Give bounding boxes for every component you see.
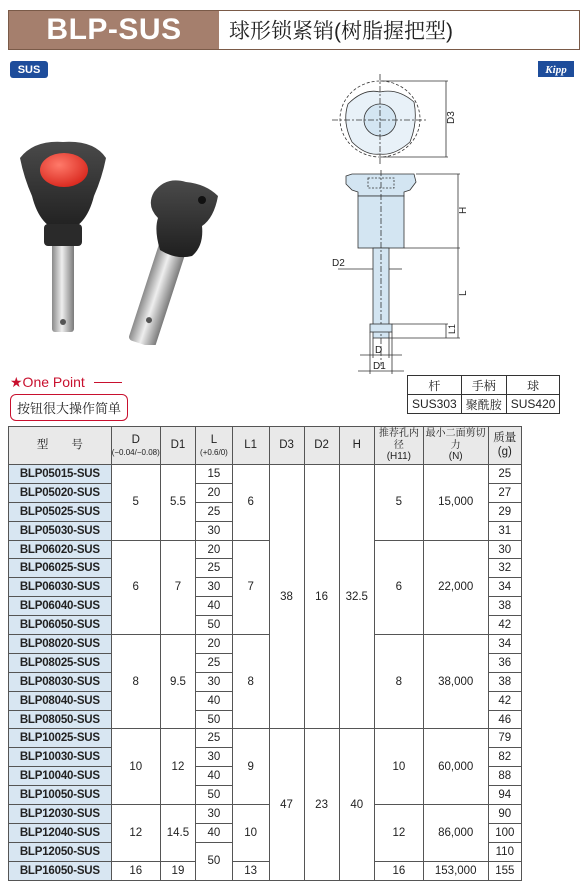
table-cell: 16	[111, 861, 160, 880]
table-cell: 30	[196, 805, 233, 824]
material-header-handle: 手柄	[461, 376, 506, 395]
table-cell: 5.5	[160, 465, 195, 541]
model-cell: BLP08025-SUS	[9, 653, 112, 672]
table-cell: 8	[374, 635, 423, 729]
col-model: 型 号	[9, 427, 112, 465]
label-l1: L1	[447, 323, 457, 334]
dimension-drawing	[318, 66, 488, 376]
col-l: L (+0.6/0)	[196, 427, 233, 465]
table-cell: 79	[488, 729, 521, 748]
table-row	[9, 861, 522, 880]
model-cell: BLP05025-SUS	[9, 502, 112, 521]
table-cell: 31	[488, 521, 521, 540]
table-cell: 23	[304, 729, 339, 880]
table-cell: 22,000	[423, 540, 488, 634]
table-cell: 12	[111, 805, 160, 862]
table-cell: 25	[196, 729, 233, 748]
label-d3: D3	[446, 111, 457, 124]
col-d3: D3	[269, 427, 304, 465]
table-cell: 14.5	[160, 805, 195, 862]
material-rod: SUS303	[408, 395, 462, 414]
table-cell: 34	[488, 635, 521, 654]
material-table	[407, 375, 560, 414]
one-point-title: ★One Point	[10, 374, 85, 390]
divider	[94, 382, 122, 383]
table-cell: 15,000	[423, 465, 488, 541]
label-l: L	[458, 290, 469, 296]
table-cell: 8	[232, 635, 269, 729]
model-cell: BLP10030-SUS	[9, 748, 112, 767]
table-cell: 100	[488, 823, 521, 842]
label-d2: D2	[332, 258, 345, 269]
table-cell: 5	[111, 465, 160, 541]
table-cell: 16	[374, 861, 423, 880]
col-d1: D1	[160, 427, 195, 465]
table-cell: 32	[488, 559, 521, 578]
spec-table	[8, 426, 522, 881]
label-d: D	[375, 345, 383, 356]
model-cell: BLP06030-SUS	[9, 578, 112, 597]
table-cell: 36	[488, 653, 521, 672]
table-cell: 6	[111, 540, 160, 634]
table-cell: 25	[488, 465, 521, 484]
table-cell: 12	[160, 729, 195, 805]
table-cell: 46	[488, 710, 521, 729]
table-cell: 60,000	[423, 729, 488, 805]
col-shear: 最小二面剪切力 (N)	[423, 427, 488, 465]
model-cell: BLP08020-SUS	[9, 635, 112, 654]
col-h: H	[339, 427, 374, 465]
product-photo	[6, 100, 236, 345]
table-cell: 50	[196, 842, 233, 880]
table-cell: 16	[304, 465, 339, 729]
model-cell: BLP12040-SUS	[9, 823, 112, 842]
table-cell: 13	[232, 861, 269, 880]
table-cell: 50	[196, 710, 233, 729]
table-cell: 40	[196, 597, 233, 616]
table-cell: 94	[488, 786, 521, 805]
table-cell: 32.5	[339, 465, 374, 729]
table-cell: 155	[488, 861, 521, 880]
table-cell: 30	[196, 578, 233, 597]
label-h: H	[458, 206, 469, 214]
col-l1: L1	[232, 427, 269, 465]
model-cell: BLP05020-SUS	[9, 483, 112, 502]
col-d: D (−0.04/−0.08)	[111, 427, 160, 465]
table-cell: 86,000	[423, 805, 488, 862]
material-header-rod: 杆	[408, 376, 462, 395]
table-row	[9, 465, 522, 484]
model-cell: BLP05015-SUS	[9, 465, 112, 484]
table-cell: 40	[196, 823, 233, 842]
table-cell: 47	[269, 729, 304, 880]
table-cell: 6	[374, 540, 423, 634]
label-d1: D1	[373, 361, 386, 372]
model-cell: BLP12030-SUS	[9, 805, 112, 824]
table-cell: 42	[488, 616, 521, 635]
table-cell: 38	[269, 465, 304, 729]
table-cell: 82	[488, 748, 521, 767]
col-mass: 质量 (g)	[488, 427, 521, 465]
model-cell: BLP08050-SUS	[9, 710, 112, 729]
table-cell: 110	[488, 842, 521, 861]
model-cell: BLP10025-SUS	[9, 729, 112, 748]
model-cell: BLP06050-SUS	[9, 616, 112, 635]
table-cell: 40	[196, 691, 233, 710]
table-cell: 5	[374, 465, 423, 541]
table-cell: 25	[196, 502, 233, 521]
model-cell: BLP12050-SUS	[9, 842, 112, 861]
table-cell: 40	[339, 729, 374, 880]
table-cell: 9.5	[160, 635, 195, 729]
table-cell: 20	[196, 483, 233, 502]
table-cell: 8	[111, 635, 160, 729]
model-cell: BLP05030-SUS	[9, 521, 112, 540]
table-row	[9, 540, 522, 559]
svg-text:Kipp: Kipp	[545, 64, 567, 76]
table-cell: 20	[196, 540, 233, 559]
one-point-text: 按钮很大操作简单	[10, 394, 128, 421]
table-cell: 6	[232, 465, 269, 541]
table-cell: 7	[232, 540, 269, 634]
table-cell: 40	[196, 767, 233, 786]
col-d2: D2	[304, 427, 339, 465]
title-bar	[8, 10, 580, 50]
product-title: 球形锁紧销(树脂握把型)	[229, 20, 453, 43]
model-cell: BLP06040-SUS	[9, 597, 112, 616]
material-badge: SUS	[10, 61, 48, 78]
material-ball: SUS420	[506, 395, 560, 414]
table-cell: 29	[488, 502, 521, 521]
one-point-note	[10, 374, 128, 421]
table-cell: 38,000	[423, 635, 488, 729]
table-cell: 30	[488, 540, 521, 559]
table-cell: 30	[196, 672, 233, 691]
table-cell: 10	[232, 805, 269, 862]
table-cell: 10	[111, 729, 160, 805]
material-handle: 聚酰胺	[461, 395, 506, 414]
table-row	[9, 729, 522, 748]
model-cell: BLP16050-SUS	[9, 861, 112, 880]
table-cell: 25	[196, 653, 233, 672]
table-cell: 38	[488, 597, 521, 616]
table-cell: 50	[196, 616, 233, 635]
table-cell: 12	[374, 805, 423, 862]
kipp-logo	[536, 58, 576, 80]
col-hole: 推荐孔内径 (H11)	[374, 427, 423, 465]
table-cell: 20	[196, 635, 233, 654]
table-cell: 7	[160, 540, 195, 634]
table-cell: 25	[196, 559, 233, 578]
table-cell: 42	[488, 691, 521, 710]
table-cell: 19	[160, 861, 195, 880]
table-cell: 10	[374, 729, 423, 805]
model-cell: BLP10040-SUS	[9, 767, 112, 786]
table-cell: 50	[196, 786, 233, 805]
table-cell: 88	[488, 767, 521, 786]
table-cell: 38	[488, 672, 521, 691]
model-cell: BLP08040-SUS	[9, 691, 112, 710]
table-cell: 90	[488, 805, 521, 824]
table-row	[9, 805, 522, 824]
table-cell: 27	[488, 483, 521, 502]
table-cell: 34	[488, 578, 521, 597]
table-cell: 153,000	[423, 861, 488, 880]
model-cell: BLP06025-SUS	[9, 559, 112, 578]
material-header-ball: 球	[506, 376, 560, 395]
table-cell: 9	[232, 729, 269, 805]
table-row	[9, 635, 522, 654]
model-cell: BLP10050-SUS	[9, 786, 112, 805]
table-cell: 15	[196, 465, 233, 484]
table-cell: 30	[196, 521, 233, 540]
product-code: BLP-SUS	[9, 11, 219, 49]
table-cell: 30	[196, 748, 233, 767]
model-cell: BLP06020-SUS	[9, 540, 112, 559]
model-cell: BLP08030-SUS	[9, 672, 112, 691]
